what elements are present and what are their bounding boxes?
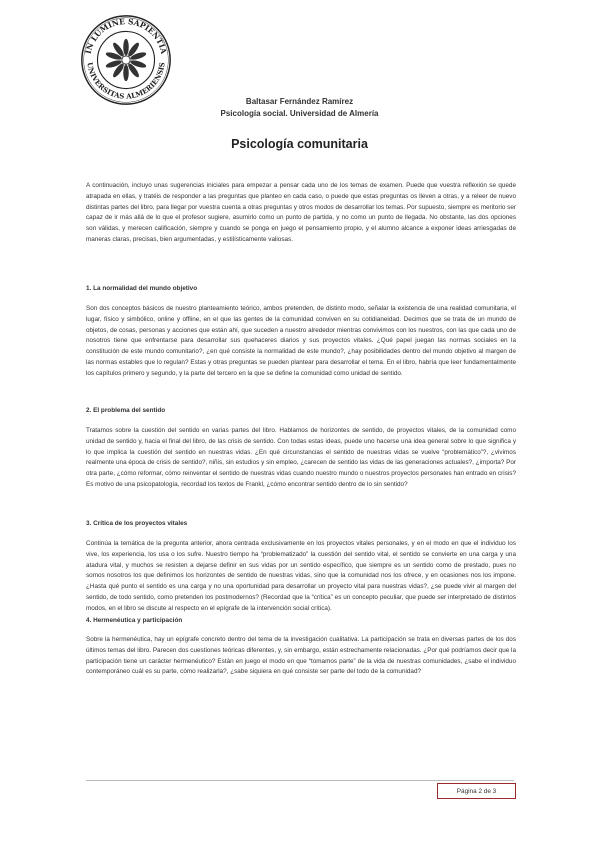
page-number-box bbox=[437, 783, 516, 799]
section-4-paragraph: Sobre la hermenéutica, hay un epígrafe concreto dentro del tema de la investigación cualitativa. La participación se trata en diversas partes de los dos últimos temas del libro. Parecen dos cuestiones teóricas diferentes, y, sin embargo, están estrechamente relacionadas. ¿Por qué podríamos decir que la participación tiene un carácter hermenéutico? Están en juego el modo en que “tomamos parte” de la vida de nuestras comunidades, ¿sabe el individuo contemporáneo cuál es su parte, cómo realizarla?, ¿sabe siquiera en qué consiste ser parte del todo de la comunidad? bbox=[86, 636, 516, 676]
section-2-heading: 2. El problema del sentido bbox=[86, 407, 166, 414]
seal-ring-text-bottom: UNIVERSITAS ALMERIENSIS bbox=[85, 61, 167, 101]
section-3-paragraph: Continúa la temática de la pregunta anterior, ahora centrada exclusivamente en los proyectos vitales personales, y en el modo en que el individuo los vive, los experiencia, los usa o los sufre. Nuestro tiempo ha “problematizado” la cuestión del sentido vital, el sentido se convierte en una carga y una atadura vital, y muchos se resisten a dejarse definir en sus vidas por un sentido específico, que siempre es un sentido como de prestado, pues no somos nosotros los que definimos los horizontes de sentido de nuestras vidas, sino que la comunidad nos los ofrece, y en ocasiones nos los impone. ¿Hasta qué punto el sentido es una carga y no una oportunidad para desarrollar un proyecto vital para nuestras vidas?, ¿se puede vivir al margen del sentido, de todo sentido, como pretenden los postmodernos? (Recordad que la “crítica” es un concepto peculiar, que puede ser interpretado de distintos modos, en el libro se discute al respecto en el epígrafe de la intervención social crítica). bbox=[86, 540, 516, 612]
author-name: Baltasar Fernández Ramírez bbox=[245, 97, 354, 106]
section-1-heading: 1. La normalidad del mundo objetivo bbox=[86, 285, 198, 292]
footer-rule bbox=[86, 780, 514, 781]
section-2-paragraph: Tratamos sobre la cuestión del sentido en varias partes del libro. Hablamos de horizontes de sentido, de proyectos vitales, de la comunidad como unidad de sentido y, hacia el final del libro, de las crisis de sentido. Con todas estas ideas, puede uno hacerse una idea general sobre lo que significa y lo que implica la cuestión del sentido en nuestras vidas. ¿En qué circunstancias el sentido de nuestras vidas se vuelve “problemático”?, ¿vivimos realmente una época de crisis de sentido?, niñis, sin estudios y sin empleo, ¿carecen de sentido las vidas de las generaciones actuales?, ¿importa? Por otra parte, ¿cómo reformar, cómo reinventar el sentido de nuestras vidas cuando nuestro mundo o nuestros proyectos personales han entrado en crisis? Es motivo de una psicopatología, recordad los textos de Frankl, ¿cómo encontrar sentido dentro de lo sin sentido? bbox=[86, 427, 516, 488]
section-1-paragraph: Son dos conceptos básicos de nuestro planteamiento teórico, ambos pretenden, de distinto modo, señalar la existencia de una realidad comunitaria, el lugar, físico y simbólico, online y offline, en el que las gentes de la comunidad conviven en su cotidianeidad. Decimos que se trata de un mundo de objetos, de cosas, personas y acciones que están ahí, que suceden a nuestro alrededor mientras convivimos con los nuestros, con las que cada uno de nosotros tiene que enfrentarse para desarrollar sus quehaceres diarios y sus proyectos vitales. ¿Qué papel juegan las normas sociales en la constitución de este mundo comunitario?, ¿en qué consiste la normalidad de este mundo?, ¿hay posibilidades dentro del mundo objetivo al margen de las normas estables que lo regulan? Estas y otras preguntas se pueden plantear para desarrollar el tema. En el libro, habría que leer fundamentalmente los capítulos primero y segundo, y la parte del tercero en la que se define la comunidad como unidad de sentido. bbox=[86, 305, 516, 377]
section-4-heading: 4. Hermenéutica y participación bbox=[86, 617, 183, 624]
university-seal bbox=[80, 14, 172, 106]
document-title: Psicología comunitaria bbox=[231, 137, 368, 151]
seal-ring-text-top: IN LUMINE SAPIENTIA bbox=[83, 17, 169, 55]
affiliation: Psicología social. Universidad de Almería bbox=[220, 109, 379, 118]
page-number-label: Página 2 de 3 bbox=[456, 788, 497, 795]
section-3-heading: 3. Crítica de los proyectos vitales bbox=[86, 520, 188, 527]
intro-paragraph: A continuación, incluyo unas sugerencias iniciales para empezar a pensar cada uno de los temas de examen. Puede que vuestra reflexión se quede atrapada en ellas, y tratéis de responder a las preguntas que planteo en cada caso, o puede que estas preguntas os lleven a otras, y a releer de nuevo distintas partes del libro, para llegar por vuestra cuenta a otras preguntas y otros modos de desarrollar los temas. Por supuesto, siempre es meritorio ser capaz de ir más allá de lo que el profesor sugiere, asumirlo como un punto de partida, y no como un punto de llegada. No obstante, las dos opciones son válidas, y merecen calificación, siempre y cuando se ponga en juego el pensamiento propio, y el alumno alcance a exponer ideas arriesgadas de maneras claras, precisas, bien argumentadas, y estilísticamente valiosas. bbox=[86, 182, 516, 243]
